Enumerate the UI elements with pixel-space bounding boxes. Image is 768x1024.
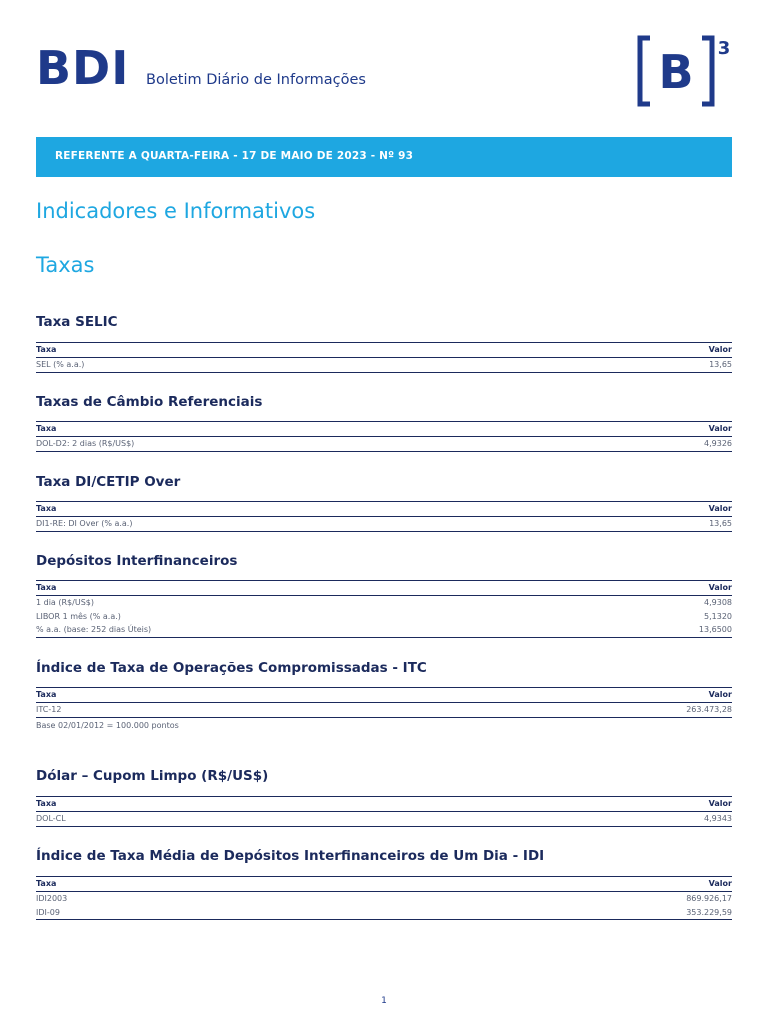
table-row [36, 623, 732, 637]
data-table [36, 342, 732, 373]
col-header-taxa: Taxa [36, 879, 57, 888]
table-header [36, 580, 732, 596]
row-label: IDI2003 [36, 894, 68, 903]
data-table [36, 421, 732, 452]
section-title: Taxas [36, 253, 95, 277]
section-heading: Índice de Taxa Média de Depósitos Interfinanceiros de Um Dia - IDI [36, 848, 545, 864]
row-value: 4,9308 [704, 598, 732, 607]
col-header-valor: Valor [708, 345, 732, 354]
svg-text:3: 3 [717, 38, 731, 59]
table-row [36, 892, 732, 906]
col-header-taxa: Taxa [36, 504, 57, 513]
table-row [36, 812, 732, 826]
bdi-subtitle: Boletim Diário de Informações [146, 72, 366, 88]
section-itc [36, 659, 732, 730]
data-table [36, 501, 732, 532]
row-value: 4,9343 [704, 814, 732, 823]
table-row [36, 703, 732, 717]
row-label: DOL-CL [36, 814, 66, 823]
table-row [36, 517, 732, 531]
section-heading: Dólar – Cupom Limpo (R$/US$) [36, 768, 269, 784]
table-header [36, 876, 732, 892]
table-row [36, 437, 732, 451]
section-heading: Taxa DI/CETIP Over [36, 474, 181, 490]
row-label: SEL (% a.a.) [36, 360, 85, 369]
table-row [36, 610, 732, 624]
row-value: 5,1320 [704, 611, 732, 621]
data-table [36, 580, 732, 638]
section-idi [36, 847, 732, 917]
b3-logo-icon [636, 32, 732, 108]
col-header-taxa: Taxa [36, 424, 57, 433]
col-header-valor: Valor [708, 583, 732, 592]
table-header [36, 687, 732, 703]
table-header [36, 796, 732, 812]
row-value: 353.229,59 [686, 907, 732, 917]
section-dolar-cupom-limpo [36, 767, 732, 823]
table-row [36, 906, 732, 920]
page-number: 1 [381, 996, 387, 1006]
col-header-taxa: Taxa [36, 690, 57, 699]
date-banner [36, 137, 732, 177]
section-taxa-selic [36, 313, 732, 369]
section-depositos-interfinanceiros [36, 552, 732, 634]
row-label: DOL-D2: 2 dias (R$/US$) [36, 439, 135, 448]
col-header-valor: Valor [708, 504, 732, 513]
data-table [36, 876, 732, 920]
row-value: 13,6500 [698, 625, 732, 634]
table-header [36, 501, 732, 517]
row-label: % a.a. (base: 252 dias Úteis) [36, 625, 152, 634]
col-header-taxa: Taxa [36, 583, 57, 592]
date-banner-text: REFERENTE A QUARTA-FEIRA - 17 DE MAIO DE 2023 - Nº 93 [55, 150, 414, 162]
row-value: 13,65 [709, 519, 732, 528]
col-header-taxa: Taxa [36, 799, 57, 808]
section-heading: Taxas de Câmbio Referenciais [36, 394, 263, 410]
table-row [36, 596, 732, 610]
table-header [36, 421, 732, 437]
table-header [36, 342, 732, 358]
row-label: 1 dia (R$/US$) [36, 598, 94, 607]
section-cambio-referenciais [36, 393, 732, 448]
col-header-valor: Valor [708, 424, 732, 433]
col-header-valor: Valor [708, 690, 732, 699]
col-header-taxa: Taxa [36, 345, 57, 354]
table-row [36, 358, 732, 372]
row-value: 4,9326 [704, 439, 732, 448]
row-label: IDI-09 [36, 907, 60, 917]
col-header-valor: Valor [708, 879, 732, 888]
row-label: LIBOR 1 mês (% a.a.) [36, 611, 121, 621]
page-title: Indicadores e Informativos [36, 199, 316, 223]
data-table [36, 796, 732, 827]
table-footnote: Base 02/01/2012 = 100.000 pontos [36, 721, 179, 730]
col-header-valor: Valor [708, 799, 732, 808]
svg-text:B: B [658, 45, 694, 99]
row-value: 869.926,17 [686, 894, 732, 903]
row-label: ITC-12 [36, 705, 62, 714]
section-di-cetip-over [36, 473, 732, 528]
page-header [36, 40, 732, 110]
bdi-title: BDI [36, 41, 130, 95]
section-heading: Taxa SELIC [36, 314, 118, 330]
data-table [36, 687, 732, 718]
row-value: 13,65 [709, 360, 732, 369]
row-label: DI1-RE: DI Over (% a.a.) [36, 519, 133, 528]
section-heading: Índice de Taxa de Operações Compromissadas - ITC [36, 660, 427, 676]
section-heading: Depósitos Interfinanceiros [36, 553, 238, 569]
row-value: 263.473,28 [686, 705, 732, 714]
